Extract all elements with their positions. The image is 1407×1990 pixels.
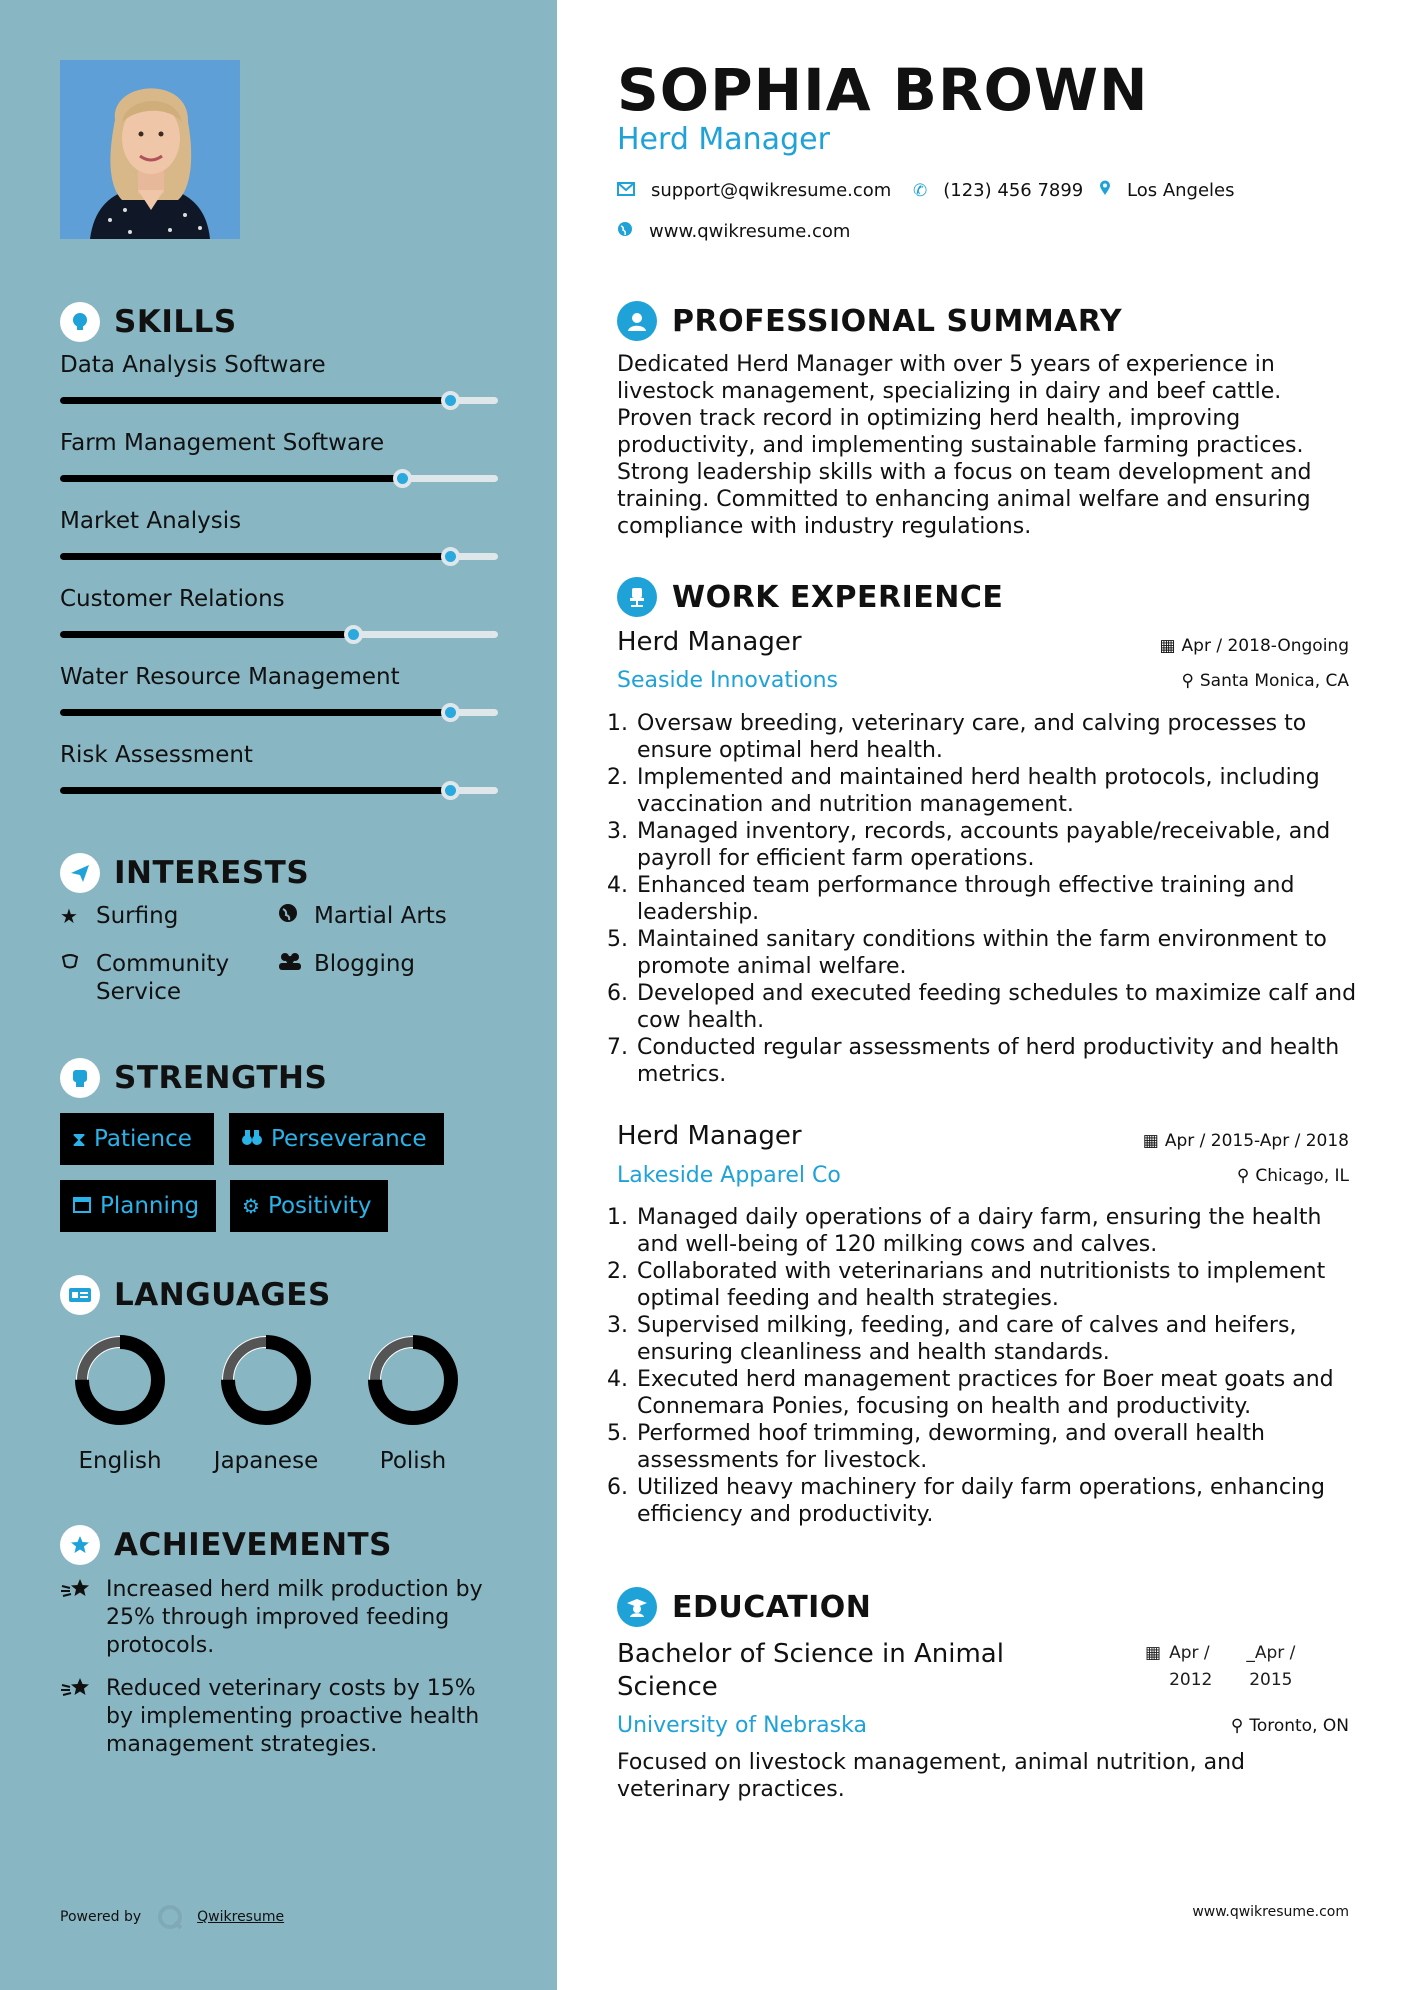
- interest-label: Martial Arts: [314, 903, 447, 929]
- school-name: University of Nebraska: [617, 1713, 867, 1738]
- duty-item: 3. Supervised milking, feeding, and care of calves and heifers, ensuring cleanliness and health standards.: [635, 1312, 1357, 1366]
- globe-icon: [278, 902, 304, 930]
- edu-end-line2: 2015: [1249, 1670, 1293, 1690]
- candidate-role: Herd Manager: [617, 122, 830, 157]
- duty-item: 3. Managed inventory, records, accounts payable/receivable, and payroll for efficient farm operations.: [635, 818, 1357, 872]
- graduate-icon: [617, 1587, 657, 1627]
- duty-item: 6. Developed and executed feeding schedules to maximize calf and cow health.: [635, 980, 1357, 1034]
- language-donut: [70, 1330, 170, 1430]
- globe-icon: [617, 221, 633, 242]
- interest-label: Community Service: [96, 951, 230, 1005]
- language-label: English: [78, 1448, 162, 1474]
- skill-bar: [60, 787, 498, 794]
- skill-bar-fill: [60, 787, 450, 794]
- job-title: Herd Manager: [617, 627, 802, 657]
- email-text[interactable]: support@qwikresume.com: [651, 180, 892, 201]
- job-date-text: Apr / 2015-Apr / 2018: [1164, 1131, 1349, 1151]
- education-heading: [617, 1587, 871, 1627]
- skills-heading: [60, 302, 237, 342]
- strength-label: Perseverance: [271, 1126, 427, 1152]
- duty-item: 1. Managed daily operations of a dairy farm, ensuring the health and well-being of 120 milking cows and calves.: [635, 1204, 1357, 1258]
- skill-label: Farm Management Software: [60, 430, 385, 456]
- calendar-icon: [72, 1194, 92, 1219]
- degree-line2: Science: [617, 1672, 718, 1702]
- education-title: EDUCATION: [672, 1589, 872, 1625]
- footer-website[interactable]: www.qwikresume.com: [1192, 1904, 1349, 1920]
- edu-end-line1: _Apr /: [1246, 1643, 1296, 1663]
- strengths-heading: [60, 1058, 327, 1098]
- achievement-item: [60, 1576, 500, 1660]
- edu-start-line2: 2012: [1169, 1670, 1213, 1690]
- strength-chip: [60, 1113, 214, 1165]
- main-content: [557, 0, 1407, 1990]
- calendar-icon: ▦: [1145, 1643, 1162, 1663]
- sidebar: [0, 0, 557, 1990]
- skill-bar-knob: [441, 703, 460, 722]
- job-date: [1143, 1131, 1349, 1151]
- star-icon: ★: [60, 904, 78, 928]
- contact-phone: [913, 180, 1083, 201]
- skill-bar: [60, 631, 498, 638]
- skill-bar-knob: [393, 469, 412, 488]
- languages-title: LANGUAGES: [114, 1277, 331, 1313]
- skill-label: Market Analysis: [60, 508, 242, 534]
- pushpin-icon: ⚲: [1236, 1166, 1250, 1186]
- skill-label: Customer Relations: [60, 586, 285, 612]
- skill-bar-fill: [60, 475, 402, 482]
- language-item: [60, 1330, 180, 1474]
- interest-item: [278, 902, 447, 930]
- achievement-text: Reduced veterinary costs by 15% by implementing proactive health management strategies.: [106, 1676, 480, 1757]
- interest-item: [60, 950, 260, 1006]
- degree-line1: Bachelor of Science in Animal: [617, 1639, 1004, 1669]
- strength-chip: [229, 1113, 444, 1165]
- strength-label: Positivity: [267, 1193, 372, 1219]
- pushpin-icon: ⚲: [1230, 1716, 1244, 1736]
- achievement-text: Increased herd milk production by 25% through improved feeding protocols.: [106, 1577, 483, 1658]
- skill-bar-fill: [60, 397, 450, 404]
- contact-location: [1099, 180, 1235, 201]
- profile-photo: [60, 60, 240, 239]
- education-date: [1145, 1640, 1295, 1694]
- gear-icon: ⚙: [242, 1194, 260, 1218]
- duty-item: 5. Maintained sanitary conditions within the farm environment to promote animal welfare.: [635, 926, 1357, 980]
- phone-text[interactable]: (123) 456 7899: [943, 180, 1084, 201]
- job-location: [1181, 671, 1349, 691]
- duty-item: 4. Enhanced team performance through effective training and leadership.: [635, 872, 1357, 926]
- language-label: Japanese: [213, 1448, 319, 1474]
- skill-bar-knob: [441, 391, 460, 410]
- interests-heading: [60, 853, 309, 893]
- calendar-icon: ▦: [1159, 636, 1176, 656]
- language-item: [353, 1330, 473, 1474]
- job-location: [1237, 1166, 1349, 1186]
- achievements-title: ACHIEVEMENTS: [114, 1527, 393, 1563]
- lightbulb-icon: [60, 302, 100, 342]
- users-icon: [278, 950, 304, 978]
- interest-label: Surfing: [96, 903, 179, 929]
- contact-website: [617, 221, 850, 242]
- powered-by-label: Powered by: [60, 1909, 142, 1925]
- duty-item: 7. Conducted regular assessments of herd productivity and health metrics.: [635, 1034, 1357, 1088]
- education-description: Focused on livestock management, animal nutrition, and veterinary practices.: [617, 1750, 1245, 1802]
- qwikresume-link[interactable]: Qwikresume: [197, 1909, 285, 1925]
- pushpin-icon: ⚲: [1181, 671, 1194, 691]
- skill-bar: [60, 397, 498, 404]
- languages-heading: [60, 1275, 331, 1315]
- job-company: Lakeside Apparel Co: [617, 1163, 841, 1188]
- summary-title: PROFESSIONAL SUMMARY: [672, 303, 1123, 339]
- contact-email: [617, 180, 891, 201]
- experience-heading: [617, 577, 1003, 617]
- website-text[interactable]: www.qwikresume.com: [649, 221, 851, 242]
- paper-plane-icon: [60, 853, 100, 893]
- skill-bar: [60, 709, 498, 716]
- strength-label: Patience: [94, 1126, 192, 1152]
- achievements-heading: [60, 1525, 392, 1565]
- fist-icon: [60, 1058, 100, 1098]
- job-title: Herd Manager: [617, 1121, 802, 1151]
- interest-label: Blogging: [314, 951, 416, 977]
- edu-start-line1: Apr /: [1169, 1643, 1210, 1663]
- duty-item: 4. Executed herd management practices for Boer meat goats and Connemara Ponies, focusing on health and productivity.: [635, 1366, 1357, 1420]
- job-date: [1159, 636, 1349, 656]
- skills-title: SKILLS: [114, 304, 237, 340]
- duty-item: 2. Implemented and maintained herd health protocols, including vaccination and nutrition management.: [635, 764, 1357, 818]
- job-duties: [617, 1204, 1357, 1528]
- qwikresume-logo-icon: [157, 1904, 183, 1930]
- job-location-text: Chicago, IL: [1255, 1166, 1349, 1186]
- id-card-icon: [60, 1275, 100, 1315]
- job-duties: [617, 710, 1357, 1088]
- skill-label: Risk Assessment: [60, 742, 253, 768]
- language-donut: [216, 1330, 316, 1430]
- footer-powered-by: [60, 1904, 284, 1930]
- interest-item: [60, 902, 178, 930]
- education-location: [1231, 1716, 1349, 1736]
- job-date-text: Apr / 2018-Ongoing: [1181, 636, 1349, 656]
- skill-bar-knob: [441, 781, 460, 800]
- skill-bar-knob: [344, 625, 363, 644]
- education-location-text: Toronto, ON: [1249, 1716, 1349, 1736]
- interest-item: [278, 950, 415, 978]
- skill-bar-knob: [441, 547, 460, 566]
- trophy-star-icon: [60, 1525, 100, 1565]
- summary-text: Dedicated Herd Manager with over 5 years of experience in livestock management, specializing in dairy and beef cattle. Proven track record in optimizing herd health, improving productivity, and implementing sustainable farming practices. Strong leadership skills with a focus on team development and training. Committed to enhancing animal welfare and ensuring compliance with industry regulations.: [617, 352, 1312, 539]
- shooting-star-icon: [60, 1576, 106, 1660]
- skill-bar-fill: [60, 631, 353, 638]
- skill-bar-fill: [60, 709, 450, 716]
- envelope-icon: [617, 181, 635, 201]
- phone-icon: ✆: [913, 180, 928, 201]
- duty-item: 1. Oversaw breeding, veterinary care, and calving processes to ensure optimal herd health.: [635, 710, 1357, 764]
- summary-heading: [617, 301, 1122, 341]
- location-text: Los Angeles: [1127, 180, 1235, 201]
- language-label: Polish: [379, 1448, 447, 1474]
- language-item: [206, 1330, 326, 1474]
- job-company: Seaside Innovations: [617, 668, 838, 693]
- candidate-name: SOPHIA BROWN: [617, 56, 1149, 124]
- binoculars-icon: [241, 1127, 263, 1151]
- skill-bar-fill: [60, 553, 450, 560]
- duty-item: 2. Collaborated with veterinarians and nutritionists to implement optimal feeding and health strategies.: [635, 1258, 1357, 1312]
- user-icon: [617, 301, 657, 341]
- calendar-icon: ▦: [1142, 1131, 1159, 1151]
- duty-item: 6. Utilized heavy machinery for daily farm operations, enhancing efficiency and productivity.: [635, 1474, 1357, 1528]
- language-donut: [363, 1330, 463, 1430]
- strength-chip: [230, 1180, 388, 1232]
- map-pin-icon: [1099, 180, 1111, 201]
- shooting-star-icon: [60, 1675, 106, 1759]
- hourglass-icon: ⧗: [72, 1127, 87, 1151]
- strength-label: Planning: [100, 1193, 200, 1219]
- strength-chip: [60, 1180, 216, 1232]
- duty-item: 5. Performed hoof trimming, deworming, and overall health assessments for livestock.: [635, 1420, 1357, 1474]
- skill-label: Water Resource Management: [60, 664, 400, 690]
- achievement-item: [60, 1675, 500, 1759]
- degree-title: [617, 1638, 1004, 1704]
- office-chair-icon: [617, 577, 657, 617]
- interests-title: INTERESTS: [114, 855, 310, 891]
- skill-bar: [60, 475, 498, 482]
- strengths-title: STRENGTHS: [114, 1060, 328, 1096]
- job-location-text: Santa Monica, CA: [1199, 671, 1349, 691]
- hand-icon: [60, 950, 86, 978]
- skill-label: Data Analysis Software: [60, 352, 326, 378]
- experience-title: WORK EXPERIENCE: [672, 579, 1004, 615]
- skill-bar: [60, 553, 498, 560]
